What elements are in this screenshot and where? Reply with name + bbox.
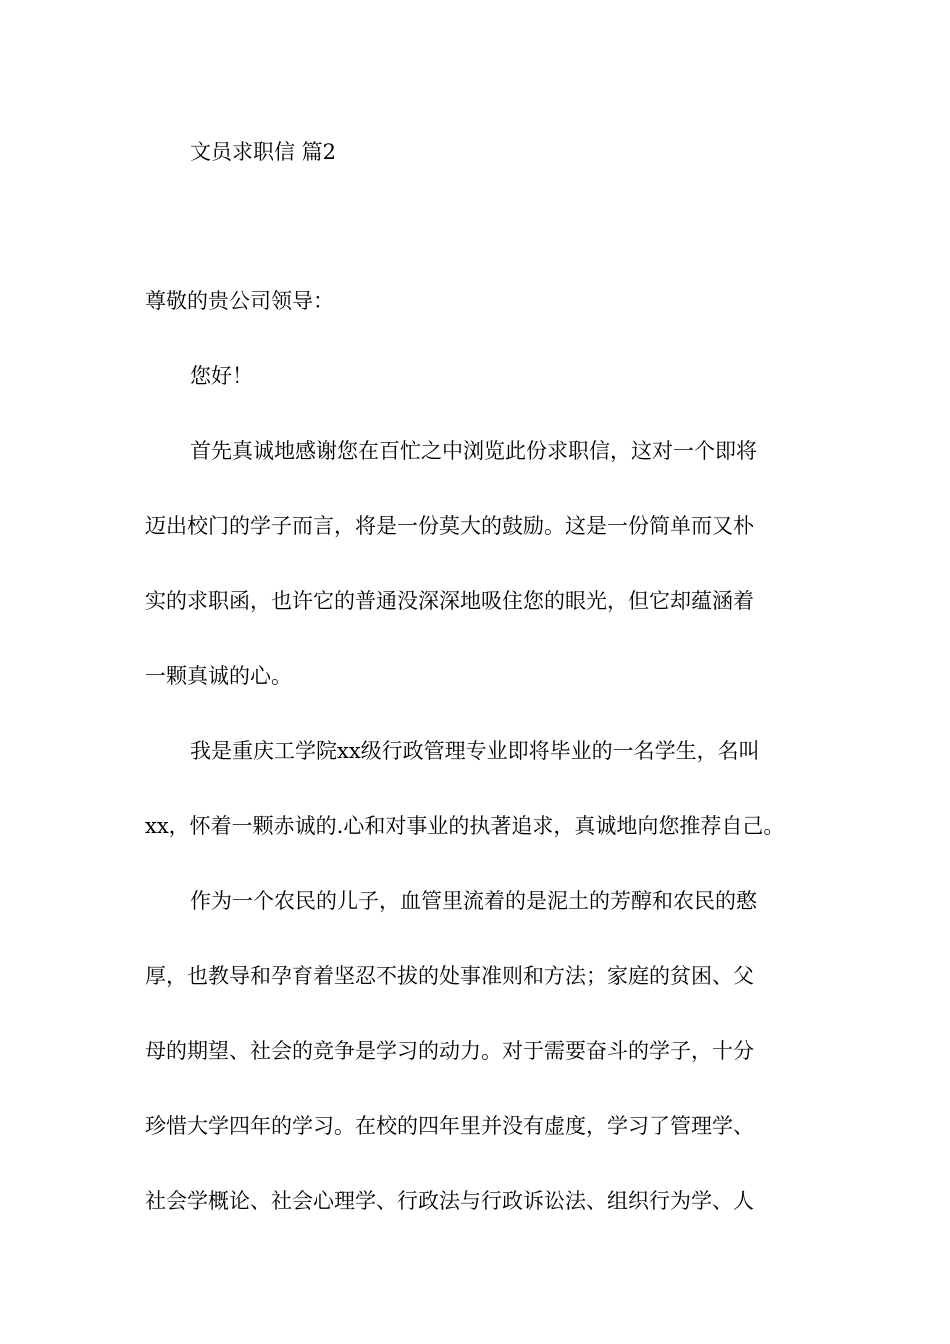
paragraph-3-line-5: 社会学概论、社会心理学、行政法与行政诉讼法、组织行为学、人 [145, 1189, 754, 1213]
paragraph-3-line-3: 母的期望、社会的竞争是学习的动力。对于需要奋斗的学子，十分 [145, 1039, 754, 1063]
paragraph-1-line-1: 首先真诚地感谢您在百忙之中浏览此份求职信，这对一个即将 [190, 439, 757, 463]
document-title: 文员求职信 篇2 [190, 140, 337, 164]
paragraph-2-line-2: xx，怀着一颗赤诚的.心和对事业的执著追求，真诚地向您推荐自己。 [145, 814, 785, 838]
greeting: 您好！ [190, 364, 253, 388]
paragraph-3-line-4: 珍惜大学四年的学习。在校的四年里并没有虚度，学习了管理学、 [145, 1114, 754, 1138]
salutation: 尊敬的贵公司领导： [145, 289, 334, 313]
paragraph-3-line-2: 厚，也教导和孕育着坚忍不拔的处事准则和方法；家庭的贫困、父 [145, 964, 754, 988]
paragraph-1-line-2: 迈出校门的学子而言，将是一份莫大的鼓励。这是一份简单而又朴 [145, 514, 754, 538]
paragraph-1-line-3: 实的求职函，也许它的普通没深深地吸住您的眼光，但它却蕴涵着 [145, 589, 754, 613]
paragraph-2-line-1: 我是重庆工学院xx级行政管理专业即将毕业的一名学生，名叫 [190, 739, 760, 763]
paragraph-1-line-4: 一颗真诚的心。 [145, 664, 292, 688]
paragraph-3-line-1: 作为一个农民的儿子，血管里流着的是泥土的芳醇和农民的憨 [190, 889, 757, 913]
